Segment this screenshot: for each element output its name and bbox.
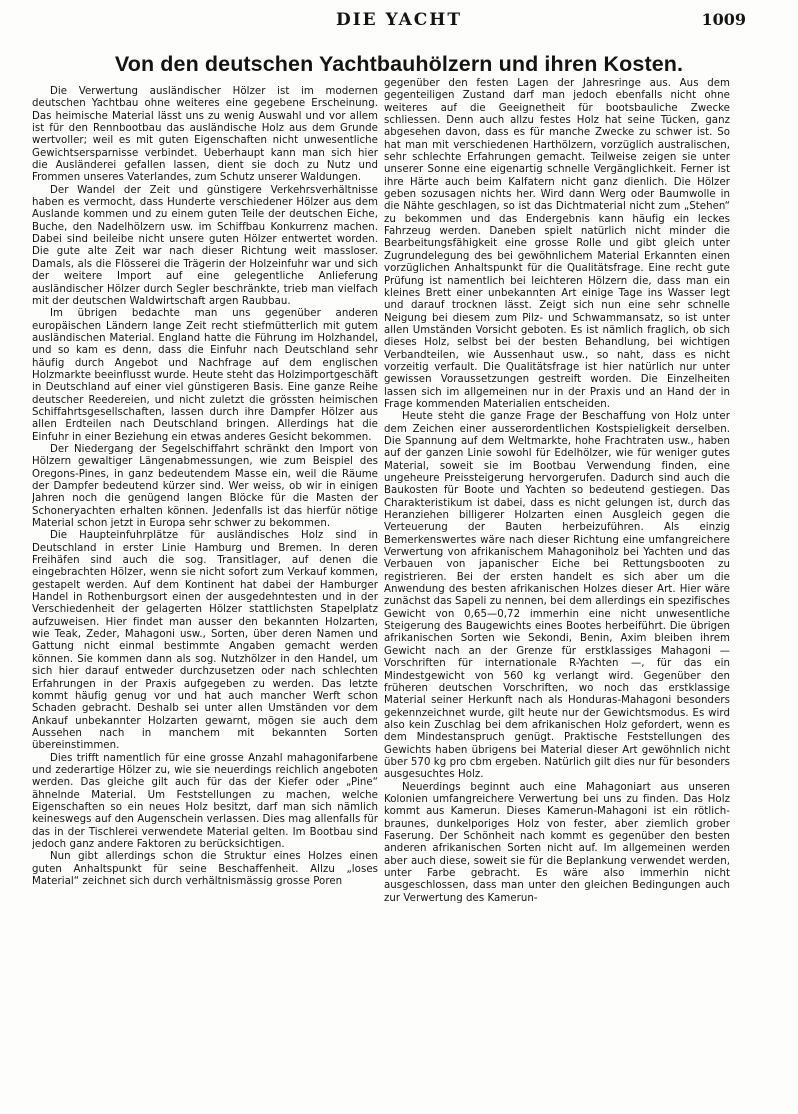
paragraph: Heute steht die ganze Frage der Beschaffung von Holz unter dem Zeichen einer ausserordentlichen Kostspieligkeit derselben. Die Spannung auf dem Weltmarkte, hohe Frachtraten usw., haben auf der ganzen Linie sowohl für Edelhölzer, wie für weniger gutes Material, soweit sie im Bootbau Verwendung finden, eine ungeheure Preissteigerung hervorgerufen. Dadurch sind auch die Baukosten für Boote und Yachten so bedeutend gestiegen. Das Charakteristikum ist dabei, dass es nicht gelungen ist, durch das Heranziehen billigerer Holzarten einen Ausgleich gegen die Verteuerung der Bauten herbeizuführen. Als einzig Bemerkenswertes wäre nach dieser Richtung eine umfangreichere Verwertung von afrikanischem Mahagoniholz bei Yachten und das Verbauen von japanischer Eiche bei Rettungsbooten zu registrieren. Bei der ersten handelt es sich aber um die Anwendung des besten afrikanischen Holzes dieser Art. Hier wäre zunächst das Sapeli zu nennen, bei dem allerdings ein spezifisches Gewicht von 0,65—0,72 immerhin eine nicht unwesentliche Steigerung des Baugewichts eines Bootes herbeiführt. Die übrigen afrikanischen Sorten wie Sekondi, Benin, Axim bleiben ihrem Gewicht nach an der Grenze für erstklassiges Mahagoni — Vorschriften für internationale R-Yachten —, für das ein Mindestgewicht von 560 kg verlangt wird. Gegenüber den früheren deutschen Vorschriften, wo noch das erstklassige Material seiner Herkunft nach als Honduras-Mahagoni besonders gekennzeichnet wurde, gilt heute nur der Gewichtsmodus. Es wird also kein Zuschlag bei dem afrikanischen Holz gefordert, wenn es dem Mindestanspruch genügt. Praktische Feststellungen des Gewichts haben übrigens bei Material dieser Art gewöhnlich nicht über 570 kg pro cbm ergeben. Natürlich gilt dies nur für besonders ausgesuchtes Holz. [384,411,730,781]
page-number: 1009 [701,10,746,29]
paragraph: Nun gibt allerdings schon die Struktur eines Holzes einen guten Anhaltspunkt für seine Beschaffenheit. Allzu „loses Material“ zeichnet sich durch verhältnismässig grosse Poren [32,851,378,887]
paragraph: Neuerdings beginnt auch eine Mahagoniart aus unseren Kolonien umfangreichere Verwertung bei uns zu finden. Das Holz kommt aus Kamerun. Dieses Kamerun-Mahagoni ist ein rötlich-braunes, dunkelporiges Holz von fester, aber ziemlich grober Faserung. Der Schönheit nach kommt es gegenüber den besten anderen afrikanischen Sorten nicht auf. Im allgemeinen werden aber auch diese, soweit sie für die Beplankung verwendet werden, unter Farbe gebracht. Es wäre also immerhin nicht ausgeschlossen, dass man unter den gleichen Bedingungen auch zur Verwertung des Kamerun- [384,781,730,904]
article-title: Von den deutschen Yachtbauhölzern und ihren Kosten. [114,52,684,76]
paragraph: gegenüber den festen Lagen der Jahresringe aus. Aus dem gegenteiligen Zustand darf man jedoch ebenfalls nicht ohne weiteres auf die Geeignetheit für bootsbauliche Zwecke schliessen. Denn auch allzu festes Holz hat seine Tücken, ganz abgesehen davon, dass es für manche Zwecke zu schwer ist. So hat man mit verschiedenen Harthölzern, vorzüglich australischen, sehr schlechte Erfahrungen gemacht. Teilweise zeigen sie unter unserer Sonne eine eigenartig schnelle Vergänglichkeit. Ferner ist ihre Härte auch beim Kalfatern nicht ganz dienlich. Die Hölzer geben sozusagen nichts her. Wird dann Werg oder Baumwolle in die Nähte geschlagen, so ist das Dichtmaterial nicht zum „Stehen“ zu bekommen und das Endergebnis kann häufig ein leckes Fahrzeug werden. Daneben spielt natürlich nicht minder die Bearbeitungsfähigkeit eine grosse Rolle und gibt gleich unter Zugrundelegung des bei gewöhnlichem Material Erkannten einen vorzüglichen Anhaltspunkt für die Qualitätsfrage. Eine recht gute Prüfung ist namentlich bei leichteren Hölzern die, dass man ein kleines Brett einer unbekannten Art einige Tage ins Wasser legt und darauf trocknen lässt. Zeigt sich nun eine sehr schnelle Neigung bei diesem zum Pilz- und Schwammansatz, so ist unter allen Umständen Vorsicht geboten. Es ist nämlich fraglich, ob sich dieses Holz, selbst bei der besten Behandlung, bei wichtigen Verbandteilen, wie Aussenhaut usw., so naht, dass es nicht vorzeitig verfault. Die Qualitätsfrage ist hier natürlich nur unter gewissen Voraussetzungen gestreift worden. Die Einzelheiten lassen sich im allgemeinen nur in der Praxis und an Hand der in Frage kommenden Materialien entscheiden. [384,78,730,410]
right-column [384,78,730,1108]
paragraph: Im übrigen bedachte man uns gegenüber anderen europäischen Ländern lange Zeit recht stiefmütterlich mit gutem ausländischen Material. England hatte die Führung im Holzhandel, und so kam es denn, dass die Einfuhr nach Deutschland sehr häufig durch Angebot und Nachfrage auf dem englischen Holzmarkte beeinflusst wurde. Heute steht das Holzimportgeschäft in Deutschland auf einer viel günstigeren Basis. Eine ganze Reihe deutscher Reedereien, und nicht zuletzt die grössten heimischen Schiffahrtsgesellschaften, lassen durch ihre Dampfer Hölzer aus allen Erdteilen nach Deutschland bringen. Allerdings hat die Einfuhr in einer Beziehung ein etwas anderes Gesicht bekommen. [32,308,378,443]
paragraph: Die Verwertung ausländischer Hölzer ist im modernen deutschen Yachtbau ohne weiteres eine gegebene Erscheinung. Das heimische Material lässt uns zu wenig Auswahl und vor allem ist für den Rennbootbau das ausländische Holz aus dem Grunde wertvoller; weil es mit guten Eigenschaften nicht unwesentliche Gewichtsersparnisse verbindet. Ueberhaupt kann man sich hier die Ausländerei gefallen lassen, dient sie doch zu Nutz und Frommen unseres Vaterlandes, zum Schutz unserer Waldungen. [32,86,378,184]
paragraph: Der Wandel der Zeit und günstigere Verkehrsverhältnisse haben es vermocht, dass Hunderte verschiedener Hölzer aus dem Auslande kommen und zu einem guten Teile der deutschen Eiche, Buche, den Nadelhölzern usw. im Schiffbau Konkurrenz machen. Dabei sind beileibe nicht unsere guten Hölzer entwertet worden. Die gute alte Zeit war nach dieser Richtung weit massloser. Damals, als die Flösserei die Trägerin der Holzeinfuhr war und sich der weitere Import auf eine gelegentliche Anlieferung ausländischer Hölzer durch Segler beschränkte, trieb man vielfach mit der deutschen Waldwirtschaft argen Raubbau. [32,184,378,307]
running-title: DIE YACHT [335,10,463,30]
paragraph: Der Niedergang der Segelschiffahrt schränkt den Import von Hölzern gewaltiger Längenabmessungen, wie zum Beispiel des Oregons-Pines, in ganz bedeutendem Masse ein, weil die Räume der Dampfer bedeutend kürzer sind. Wer weiss, ob wir in einigen Jahren noch die genügend langen Blöcke für die Masten der Schoneryachten erhalten können. Jedenfalls ist das hierfür nötige Material schon jetzt in Europa sehr schwer zu bekommen. [32,443,378,530]
paragraph: Die Haupteinfuhrplätze für ausländisches Holz sind in Deutschland in erster Linie Hamburg und Bremen. In deren Freihäfen sind auch die sog. Transitlager, auf denen die eingebrachten Hölzer, wenn sie nicht sofort zum Verkauf kommen, gestapelt werden. Auf dem Kontinent hat dabei der Hamburger Handel in Rothenburgsort einen der ausgedehntesten und in der Verschiedenheit der gelagerten Hölzer stattlichsten Stapelplatz aufzuweisen. Hier findet man ausser den bekannten Holzarten, wie Teak, Zeder, Mahagoni usw., Sorten, über deren Namen und Gattung nicht einmal bestimmte Angaben gemacht werden können. Sie kommen dann als sog. Nutzhölzer in den Handel, um sich hier darauf entweder durchzusetzen oder nach schlechten Erfahrungen in der Praxis aufgegeben zu werden. Das letzte kommt häufig genug vor und hat auch mancher Werft schon Schaden gebracht. Deshalb sei unter allen Umständen vor dem Ankauf unbekannter Holzarten gewarnt, mögen sie auch dem Aussehen nach in manchem mit bekannten Sorten übereinstimmen. [32,530,378,752]
left-column [32,86,378,1108]
paragraph: Dies trifft namentlich für eine grosse Anzahl mahagonifarbene und zederartige Hölzer zu, wie sie neuerdings reichlich angeboten werden. Das gleiche gilt auch für das der Kiefer oder „Pine“ ähnelnde Material. Um Feststellungen zu machen, welche Eigenschaften so ein neues Holz besitzt, darf man sich nämlich keineswegs auf den Augenschein verlassen. Dies mag allenfalls für das in der Tischlerei verwendete Material gelten. Im Bootbau sind jedoch ganz andere Faktoren zu berücksichtigen. [32,752,378,850]
